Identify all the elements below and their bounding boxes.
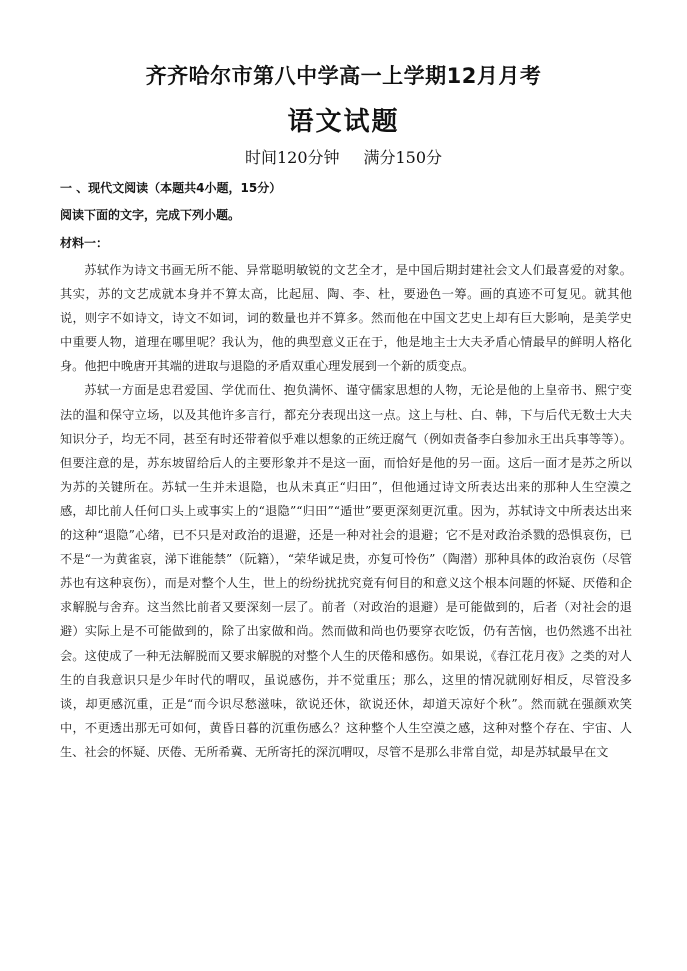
passage-paragraph: 苏轼作为诗文书画无所不能、异常聪明敏锐的文艺全才，是中国后期封建社会文人们最喜爱的对象。其实，苏的文艺成就本身并不算太高，比起屈、陶、李、杜，要逊色一筹。画的真迹不可复见。就其他说，则字不如诗文，诗文不如词，词的数量也并不算多。然而他在中国文艺史上却有巨大影响，是美学史中重要人物，道理在哪里呢？我认为，他的典型意义正在于，他是地主士大夫矛盾心情最早的鲜明人格化身。他把中晚唐开其端的进取与退隐的矛盾双重心理发展到一个新的质变点。 [60, 263, 632, 374]
reading-instruction: 阅读下面的文字，完成下列小题。 [60, 208, 241, 222]
exam-info [0, 145, 687, 168]
exam-title: 齐齐哈尔市第八中学高一上学期12月月考 [145, 64, 542, 88]
section-heading: 一 、现代文阅读（本题共4小题，15分） [60, 181, 282, 195]
passage-paragraph: 苏轼一方面是忠君爱国、学优而仕、抱负满怀、谨守儒家思想的人物，无论是他的上皇帝书、熙宁变法的温和保守立场，以及其他许多言行，都充分表现出这一点。这上与杜、白、韩，下与后代无数士大夫知识分子，均无不同，甚至有时还带着似乎难以想象的正统迂腐气（例如责备李白参加永王出兵事等等）。但要注意的是，苏东坡留给后人的主要形象并不是这一面，而恰好是他的另一面。这后一面才是苏之所以为苏的关键所在。苏轼一生并未退隐，也从未真正“归田”，但他通过诗文所表达出来的那种人生空漠之感，却比前人任何口头上或事实上的“退隐”“归田”“遁世”要更深刻更沉重。因为，苏轼诗文中所表达出来的这种“退隐”心绪，已不只是对政治的退避，还是一种对社会的退避；它不是对政治杀戮的恐惧哀伤，已不是“一为黄雀哀，涕下谁能禁”（阮籍），“荣华诚足贵，亦复可怜伤”（陶潜）那种具体的政治哀伤（尽管苏也有这种哀伤），而是对整个人生，世上的纷纷扰扰究竟有何目的和意义这个根本问题的怀疑、厌倦和企求解脱与舍弃。这当然比前者又要深刻一层了。前者（对政治的退避）是可能做到的，后者（对社会的退避）实际上是不可能做到的，除了出家做和尚。然而做和尚也仍要穿衣吃饭，仍有苦恼，也仍然逃不出社会。这使成了一种无法解脱而又要求解脱的对整个人生的厌倦和感伤。如果说，《春江花月夜》之类的对人生的自我意识只是少年时代的喟叹，虽说感伤，并不觉重压；那么，这里的情况就刚好相反，尽管没多谈，却更感沉重，正是“而今识尽愁滋味，欲说还休，欲说还休，却道天凉好个秋”。然而就在强颜欢笑中，不更透出那无可如何，黄昏日暮的沉重伤感么？这种整个人生空漠之感，这种对整个存在、宇宙、人生、社会的怀疑、厌倦、无所希冀、无所寄托的深沉喟叹，尽管不是那么非常自觉，却是苏轼最早在文 [60, 383, 632, 759]
time-label: 时间120分钟 [244, 148, 340, 167]
subject-title: 语文试题 [287, 107, 400, 137]
passage-body [60, 258, 632, 764]
score-label: 满分150分 [363, 148, 443, 167]
material-label: 材料一： [60, 236, 109, 250]
